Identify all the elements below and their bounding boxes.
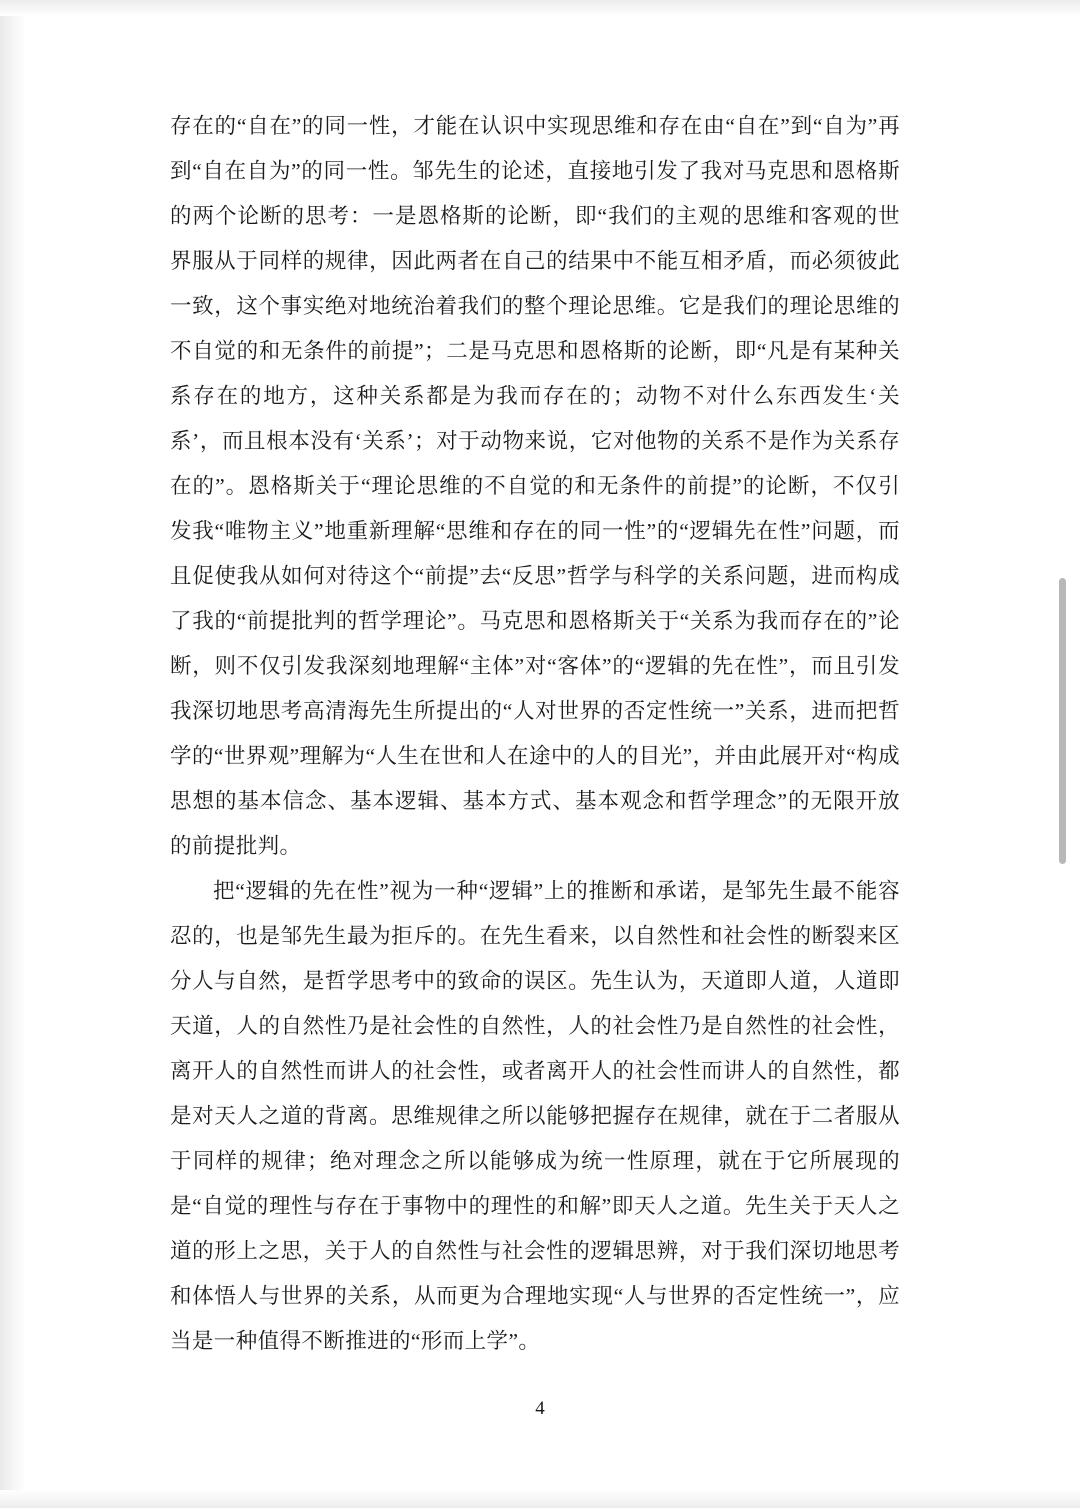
page-content — [170, 104, 900, 1364]
paragraph-2: 把“逻辑的先在性”视为一种“逻辑”上的推断和承诺，是邹先生最不能容忍的，也是邹先生最为拒斥的。在先生看来，以自然性和社会性的断裂来区分人与自然，是哲学思考中的致命的误区。先生认为，天道即人道，人道即天道，人的自然性乃是社会性的自然性，人的社会性乃是自然性的社会性，离开人的自然性而讲人的社会性，或者离开人的社会性而讲人的自然性，都是对天人之道的背离。思维规律之所以能够把握存在规律，就在于二者服从于同样的规律；绝对理念之所以能够成为统一性原理，就在于它所展现的是“自觉的理性与存在于事物中的理性的和解”即天人之道。先生关于天人之道的形上之思，关于人的自然性与社会性的逻辑思辨，对于我们深切地思考和体悟人与世界的关系，从而更为合理地实现“人与世界的否定性统一”，应当是一种值得不断推进的“形而上学”。 — [170, 879, 900, 1353]
page-edge-shadow-left — [0, 0, 26, 1508]
page-edge-shadow-bottom — [0, 1490, 1080, 1508]
page-edge-shadow-top — [0, 0, 1080, 16]
paragraph-1: 存在的“自在”的同一性，才能在认识中实现思维和存在由“自在”到“自为”再到“自在自为”的同一性。邹先生的论述，直接地引发了我对马克思和恩格斯的两个论断的思考：一是恩格斯的论断，即“我们的主观的思维和客观的世界服从于同样的规律，因此两者在自己的结果中不能互相矛盾，而必须彼此一致，这个事实绝对地统治着我们的整个理论思维。它是我们的理论思维的不自觉的和无条件的前提”；二是马克思和恩格斯的论断，即“凡是有某种关系存在的地方，这种关系都是为我而存在的；动物不对什么东西发生‘关系’，而且根本没有‘关系’；对于动物来说，它对他物的关系不是作为关系存在的”。恩格斯关于“理论思维的不自觉的和无条件的前提”的论断，不仅引发我“唯物主义”地重新理解“思维和存在的同一性”的“逻辑先在性”问题，而且促使我从如何对待这个“前提”去“反思”哲学与科学的关系问题，进而构成了我的“前提批判的哲学理论”。马克思和恩格斯关于“关系为我而存在的”论断，则不仅引发我深刻地理解“主体”对“客体”的“逻辑的先在性”，而且引发我深切地思考高清海先生所提出的“人对世界的否定性统一”关系，进而把哲学的“世界观”理解为“人生在世和人在途中的人的目光”，并由此展开对“构成思想的基本信念、基本逻辑、基本方式、基本观念和哲学理念”的无限开放的前提批判。 — [170, 114, 900, 858]
scrollbar-thumb[interactable] — [1059, 578, 1066, 864]
vertical-scrollbar[interactable] — [1062, 0, 1074, 1508]
page-number: 4 — [535, 1398, 545, 1419]
